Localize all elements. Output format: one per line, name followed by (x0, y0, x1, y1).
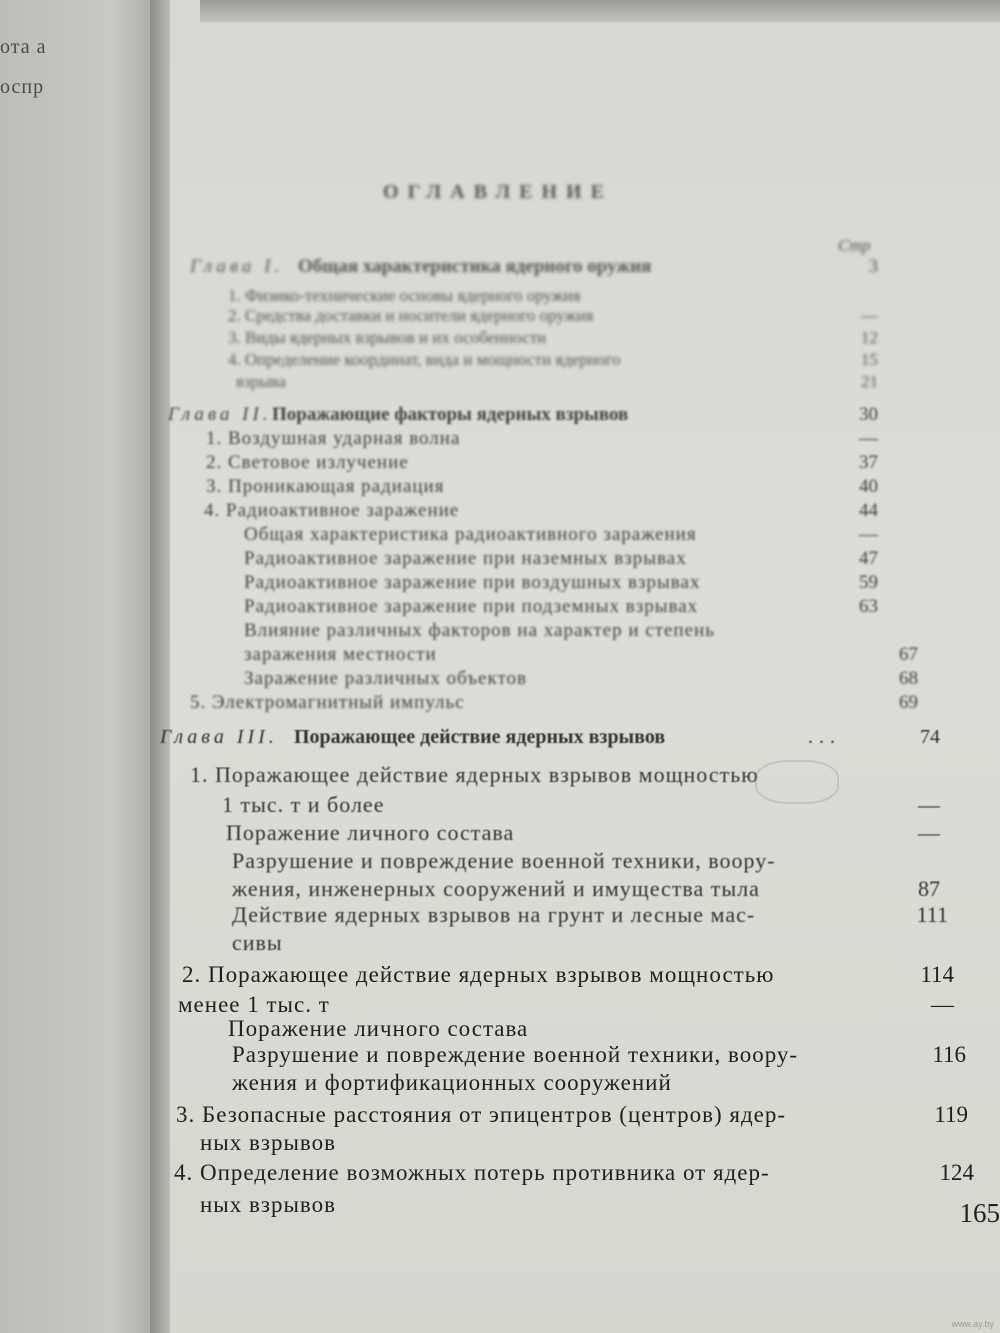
toc-entry-title: 3. Безопасные расстояния от эпицентров (центров) ядер- (176, 1102, 787, 1127)
chapter-label: Глава III. (160, 726, 278, 748)
faint-stamp (755, 760, 839, 804)
toc-entry (0, 1130, 1000, 1160)
toc-entry (0, 1042, 1000, 1072)
toc-entry (0, 1070, 1000, 1100)
toc-entry (0, 930, 1000, 960)
toc-entry-title: Общая характеристика ядерного оружия (298, 256, 652, 277)
page-number: 165 (959, 1198, 1000, 1228)
toc-entry-title: 2. Средства доставки и носители ядерного оружия (228, 306, 594, 325)
toc-entry-title: 1. Воздушная ударная волна (206, 428, 461, 449)
toc-entry-title: 1. Физико-технические основы ядерного оружия (228, 286, 581, 305)
left-page-text-fragment: ота а (0, 36, 47, 58)
toc-entry-page: 21 (861, 372, 878, 391)
chapter-label: Глава I. (190, 256, 284, 277)
toc-entry-page: 40 (859, 476, 878, 497)
toc-entry (0, 1102, 1000, 1132)
toc-entry-title: 4. Радиоактивное заражение (204, 500, 460, 521)
toc-entry-title: 5. Электромагнитный импульс (190, 692, 465, 713)
toc-entry-title: Заражение различных объектов (244, 668, 527, 689)
toc-entry-page: 111 (916, 902, 948, 927)
toc-entry-title: жения, инженерных сооружений и имущества тыла (232, 876, 760, 901)
toc-entry-title: жения и фортификационных сооружений (232, 1070, 672, 1095)
toc-entry-title: Радиоактивное заражение при наземных взрывах (244, 548, 687, 569)
toc-entry-page: 116 (932, 1042, 966, 1067)
toc-entry-title: Радиоактивное заражение при воздушных взрывах (244, 572, 701, 593)
toc-entry-page: 67 (899, 644, 918, 665)
toc-entry-title: Поражающие факторы ядерных взрывов (272, 404, 629, 425)
toc-entry-title: 1. Поражающее действие ядерных взрывов мощностью (190, 762, 759, 787)
toc-entry (0, 848, 1000, 878)
toc-entry-title: взрыва (236, 372, 287, 391)
toc-entry-page: 87 (918, 876, 940, 901)
toc-entry-title: Действие ядерных взрывов на грунт и лесные мас- (232, 902, 756, 927)
toc-entry-title: Общая характеристика радиоактивного заражения (244, 524, 697, 545)
toc-entry-page: 44 (859, 500, 878, 521)
toc-entry-title: Поражение личного состава (228, 1016, 529, 1041)
toc-entry-title: 4. Определение возможных потерь противника от ядер- (174, 1160, 770, 1185)
toc-entry-page: 12 (861, 328, 878, 347)
toc-entry-page: — (861, 306, 878, 325)
toc-entry-title: Поражение личного состава (226, 820, 515, 845)
toc-entry-page: 15 (861, 350, 878, 369)
page-number-row (0, 1198, 1000, 1228)
toc-entry-page: — (859, 428, 878, 449)
toc-entry-title: 2. Поражающее действие ядерных взрывов мощностью (182, 962, 775, 987)
toc-entry-page: 68 (899, 668, 918, 689)
toc-entry-page: — (859, 524, 878, 545)
toc-entry-page: 59 (859, 572, 878, 593)
page-column-label: Стр (838, 236, 871, 255)
toc-entry-page: — (931, 992, 954, 1017)
toc-entry-title: менее 1 тыс. т (178, 992, 330, 1017)
toc-entry-page: 3 (868, 256, 878, 277)
toc-entry-page: 114 (920, 962, 954, 987)
toc-entry-title: ных взрывов (200, 1130, 336, 1155)
toc-entry-page: 69 (899, 692, 918, 713)
toc-entry-title: 3. Виды ядерных взрывов и их особенности (228, 328, 547, 347)
toc-heading: ОГЛАВЛЕНИЕ (383, 181, 613, 203)
toc-entry-page: — (918, 820, 940, 845)
toc-entry-page: 119 (934, 1102, 968, 1127)
toc-entry (0, 1160, 1000, 1190)
site-watermark: www.ay.by (951, 1319, 994, 1329)
toc-entry (0, 902, 1000, 932)
toc-entry-title: 3. Проникающая радиация (206, 476, 445, 497)
toc-entry-title: сивы (232, 930, 283, 955)
toc-entry-page: 63 (859, 596, 878, 617)
toc-entry-page: 47 (859, 548, 878, 569)
left-page-text-fragment: оспр (0, 76, 45, 98)
toc-entry-title: 4. Определение координат, вида и мощности ядерного (228, 350, 621, 369)
toc-entry (0, 820, 1000, 850)
toc-entry-title: заражения местности (244, 644, 437, 665)
toc-entry-title: 2. Световое излучение (206, 452, 409, 473)
toc-entry (0, 726, 1000, 756)
toc-entry (0, 792, 1000, 822)
toc-dots: ... (808, 726, 841, 748)
toc-entry-title: Радиоактивное заражение при подземных взрывах (244, 596, 699, 617)
toc-entry-page: 74 (920, 726, 940, 748)
toc-entry-title: Разрушение и повреждение военной техники, воору- (232, 1042, 799, 1067)
toc-entry-title: Разрушение и повреждение военной техники, воору- (232, 848, 776, 873)
toc-entry (0, 256, 1000, 286)
toc-entry-page: 124 (939, 1160, 974, 1185)
toc-entry (0, 762, 1000, 792)
toc-entry-title: Поражающее действие ядерных взрывов (294, 726, 666, 748)
toc-entry-title: 1 тыс. т и более (222, 792, 385, 817)
toc-entry (0, 692, 1000, 722)
chapter-label: Глава II. (168, 404, 272, 425)
toc-entry-page: 30 (859, 404, 878, 425)
toc-entry-page: 37 (859, 452, 878, 473)
toc-entry (0, 962, 1000, 992)
toc-entry-title: ных взрывов (200, 1192, 336, 1217)
toc-entry (0, 372, 1000, 402)
toc-entry-page: — (918, 792, 940, 817)
toc-entry-title: Влияние различных факторов на характер и степень (244, 620, 715, 641)
